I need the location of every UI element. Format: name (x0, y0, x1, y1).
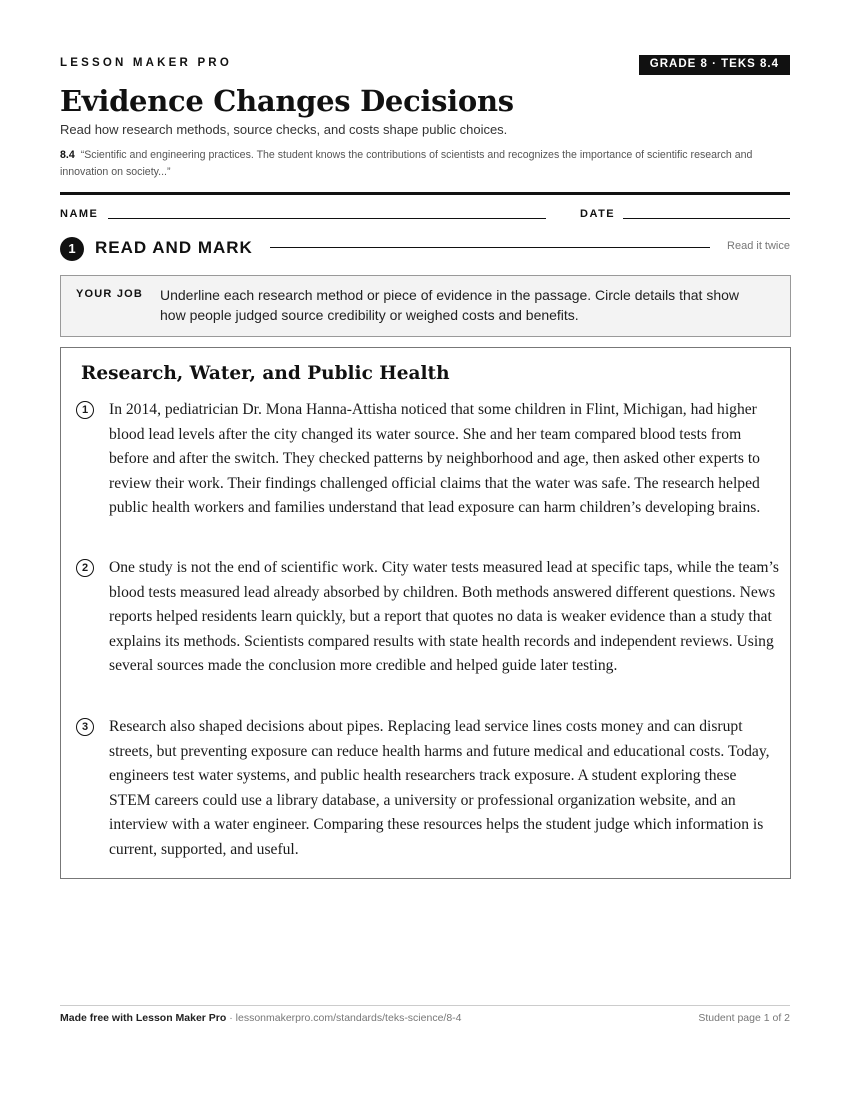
paragraph-number: 1 (76, 401, 94, 419)
paragraph-number: 2 (76, 559, 94, 577)
instructions-box (60, 275, 791, 337)
reading-passage (60, 347, 791, 879)
footer-separator: · (226, 1012, 236, 1024)
paragraph-text: In 2014, pediatrician Dr. Mona Hanna-Attisha noticed that some children in Flint, Michigan, had higher blood lead levels after the city changed its water source. She and her team compared blood tests from before and after the switch. They checked patterns by neighborhood and age, then asked other experts to review their work. Their findings challenged official claims that the water was safe. The research helped public health workers and families understand that lead exposure can harm children’s developing brains. (109, 401, 761, 517)
date-label: DATE (580, 208, 616, 220)
footer-url[interactable]: lessonmakerpro.com/standards/teks-science/8-4 (235, 1012, 462, 1024)
paragraph-text: Research also shaped decisions about pipes. Replacing lead service lines costs money and can disrupt streets, but preventing exposure can reduce health harms and future medical and educational costs. Today, engineers test water systems, and public health researchers track exposure. A student exploring these STEM careers could use a library database, a university or professional organization website, and an interview with a water engineer. Comparing these resources helps the student judge which information is current, supported, and useful. (109, 718, 770, 858)
paragraph-text: One study is not the end of scientific work. City water tests measured lead at specific taps, while the team’s blood tests measured lead already absorbed by children. Both methods answered different questions. News reports helped residents learn quickly, but a report that quotes no data is weaker evidence than a study that explains its methods. Scientists compared results with state health records and independent reviews. Using several sources made the conclusion more credible and helped guide later testing. (109, 559, 779, 675)
standard-text: “Scientific and engineering practices. The student knows the contributions of scientists and recognizes the importance of scientific research and innovation on society...” (60, 149, 753, 178)
section-divider (270, 247, 710, 248)
date-field[interactable] (623, 218, 790, 219)
footer-credit (60, 1012, 462, 1024)
brand-name: LESSON MAKER PRO (60, 57, 232, 69)
page-title: Evidence Changes Decisions (60, 84, 514, 118)
page-subtitle: Read how research methods, source checks, and costs shape public choices. (60, 122, 508, 137)
instructions-text: Underline each research method or piece of evidence in the passage. Circle details that show how people judged source credibility or weighed costs and benefits. (160, 287, 739, 323)
paragraph-number: 3 (76, 718, 94, 736)
standard-code: 8.4 (60, 149, 75, 161)
header-divider (60, 192, 790, 195)
section-title: READ AND MARK (95, 238, 253, 257)
standard-statement (60, 147, 790, 181)
footer-divider (60, 1005, 790, 1006)
instructions-label: YOUR JOB (76, 288, 144, 300)
page-indicator: Student page 1 of 2 (698, 1012, 790, 1024)
footer-made-with: Made free with Lesson Maker Pro (60, 1012, 227, 1024)
name-label: NAME (60, 208, 99, 220)
section-number-badge: 1 (60, 237, 84, 261)
grade-badge: GRADE 8 · TEKS 8.4 (639, 55, 790, 75)
passage-title: Research, Water, and Public Health (81, 363, 450, 384)
name-field[interactable] (108, 218, 546, 219)
section-note: Read it twice (727, 240, 790, 252)
